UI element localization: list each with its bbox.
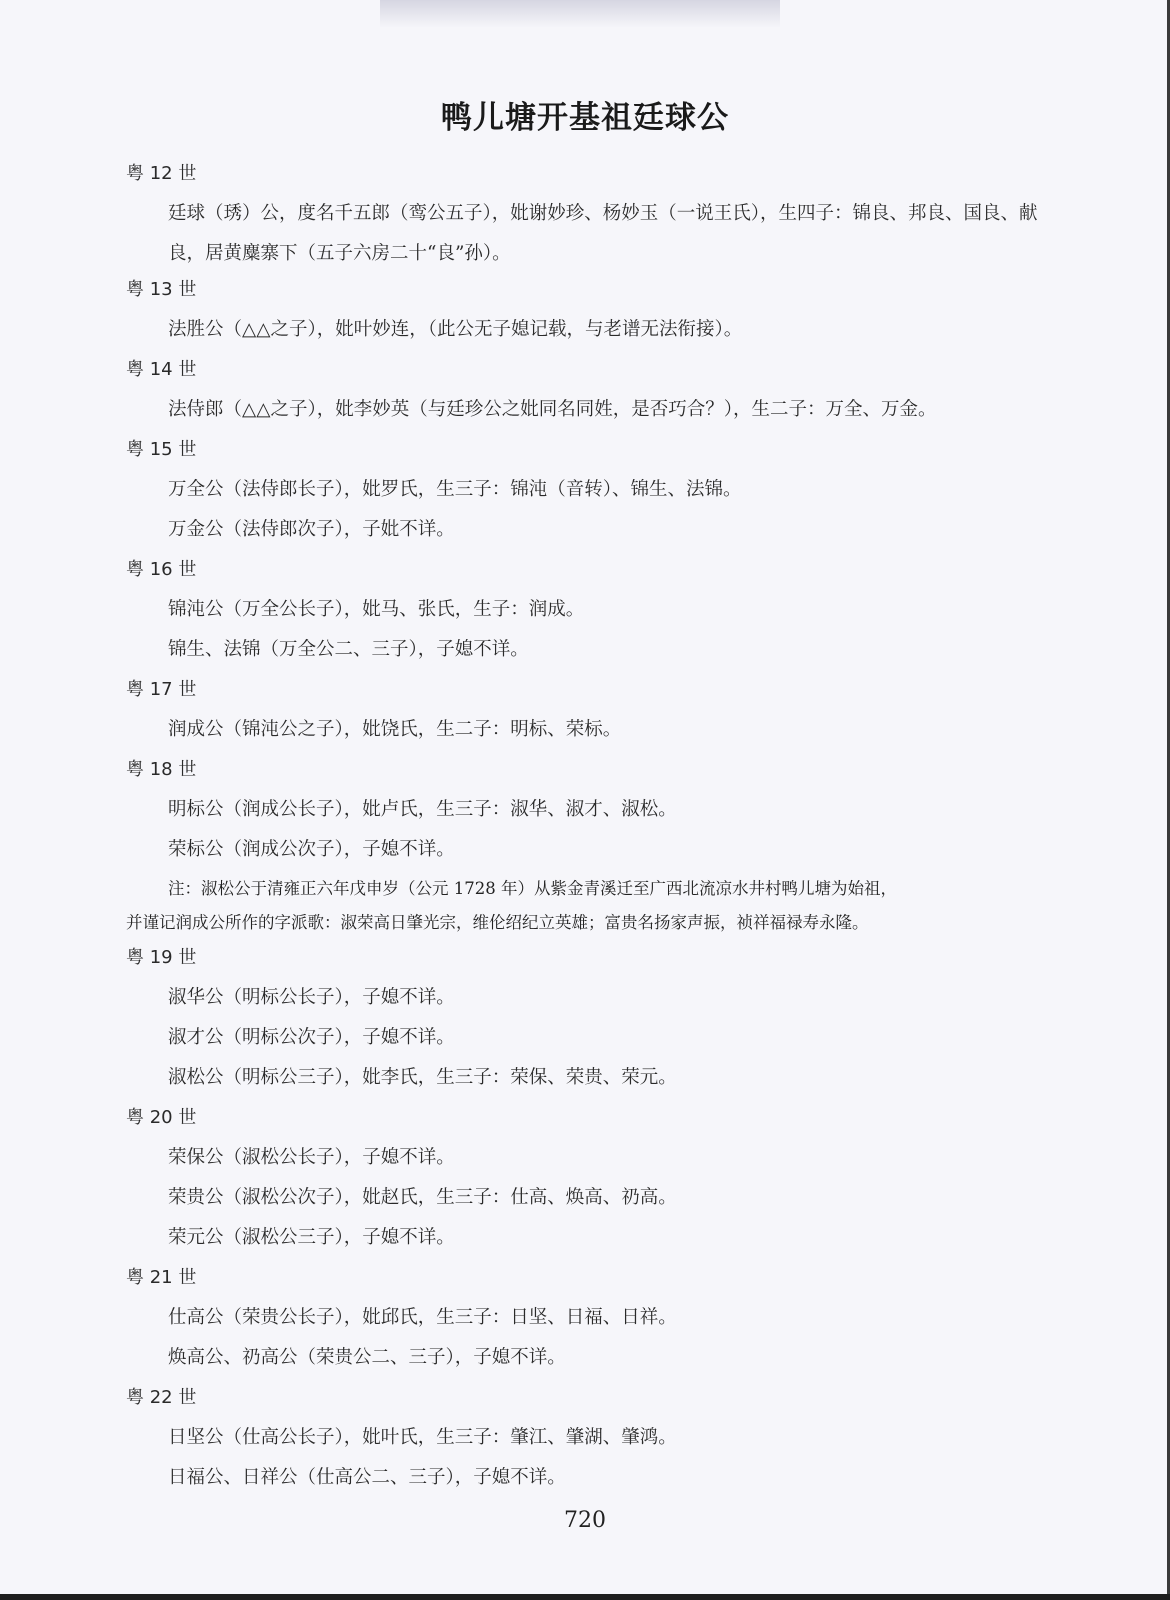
generation-heading: 粤 17 世 — [126, 679, 197, 700]
entry-text: 仕高公（荣贵公长子），妣邱氏，生三子：日坚、日福、日祥。 — [168, 1307, 677, 1328]
entry-text: 荣保公（淑松公长子），子媳不详。 — [168, 1147, 455, 1168]
entry-text: 日坚公（仕高公长子），妣叶氏，生三子：肇江、肇湖、肇鸿。 — [168, 1427, 677, 1448]
entry-text: 万金公（法侍郎次子），子妣不详。 — [168, 519, 455, 540]
page-title: 鸭儿塘开基祖廷球公 — [441, 100, 729, 136]
entry-text: 润成公（锦沌公之子），妣饶氏，生二子：明标、荣标。 — [168, 719, 622, 740]
entry-text: 淑华公（明标公长子），子媳不详。 — [168, 987, 455, 1008]
entry-text: 万全公（法侍郎长子），妣罗氏，生三子：锦沌（音转）、锦生、法锦。 — [168, 479, 742, 500]
entry-text: 锦沌公（万全公长子），妣马、张氏，生子：润成。 — [168, 599, 585, 620]
generation-heading: 粤 12 世 — [126, 163, 197, 184]
generation-heading: 粤 18 世 — [126, 759, 197, 780]
genealogy-content — [126, 158, 1066, 1502]
entry-text: 法胜公（△△之子），妣叶妙连，（此公无子媳记载，与老谱无法衔接）。 — [168, 319, 743, 340]
entry-text: 法侍郎（△△之子），妣李妙英（与廷珍公之妣同名同姓，是否巧合？），生二子：万全、万金。 — [168, 399, 937, 420]
generation-heading: 粤 21 世 — [126, 1267, 197, 1288]
entry-text: 焕高公、礽高公（荣贵公二、三子），子媳不详。 — [168, 1347, 566, 1368]
generation-heading: 粤 16 世 — [126, 559, 197, 580]
entry-text: 廷球（琇）公，度名千五郎（鸾公五子），妣谢妙珍、杨妙玉（一说王氏），生四子：锦良、邦良、国良、献良，居黄麋寨下（五子六房二十“良”孙）。 — [168, 203, 1038, 264]
generation-heading: 粤 20 世 — [126, 1107, 197, 1128]
scan-artifact — [380, 0, 780, 28]
entry-text: 荣贵公（淑松公次子），妣赵氏，生三子：仕高、焕高、礽高。 — [168, 1187, 677, 1208]
scan-edge-bottom — [0, 1594, 1170, 1600]
generation-heading: 粤 14 世 — [126, 359, 197, 380]
entry-text: 淑才公（明标公次子），子媳不详。 — [168, 1027, 455, 1048]
generation-heading: 粤 19 世 — [126, 947, 197, 968]
page-number: 720 — [564, 1508, 606, 1533]
entry-text: 淑松公（明标公三子），妣李氏，生三子：荣保、荣贵、荣元。 — [168, 1067, 677, 1088]
entry-text: 锦生、法锦（万全公二、三子），子媳不详。 — [168, 639, 529, 660]
generation-heading: 粤 22 世 — [126, 1387, 197, 1408]
entry-text: 日福公、日祥公（仕高公二、三子），子媳不详。 — [168, 1467, 566, 1488]
entry-text: 荣标公（润成公次子），子媳不详。 — [168, 839, 455, 860]
generation-heading: 粤 15 世 — [126, 439, 197, 460]
entry-text: 荣元公（淑松公三子），子媳不详。 — [168, 1227, 455, 1248]
entry-text: 明标公（润成公长子），妣卢氏，生三子：淑华、淑才、淑松。 — [168, 799, 677, 820]
generation-heading: 粤 13 世 — [126, 279, 197, 300]
note-text: 并谨记润成公所作的字派歌：淑荣高日肇光宗，维伦绍纪立英雄；富贵名扬家声振，祯祥福禄寿永隆。 — [126, 913, 869, 932]
note-text: 注：淑松公于清雍正六年戊申岁（公元 1728 年）从紫金青溪迁至广西北流凉水井村鸭儿塘为始祖， — [168, 879, 897, 898]
